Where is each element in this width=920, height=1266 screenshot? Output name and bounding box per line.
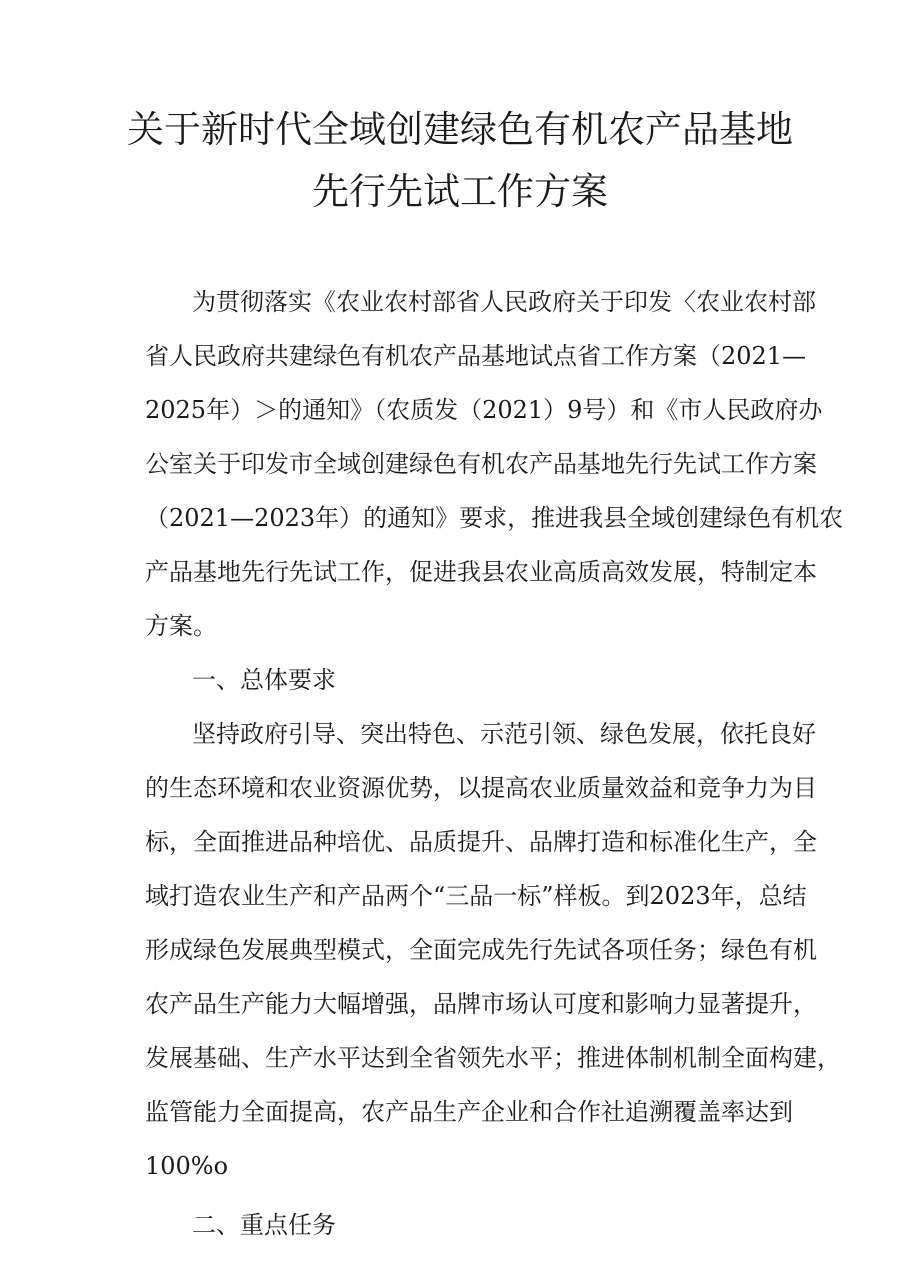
intro-line-6: 产品基地先行先试工作，促进我县农业高质高效发展，特制定本: [145, 558, 817, 586]
intro-line-1: 为贯彻落实《农业农村部省人民政府关于印发〈农业农村部: [192, 288, 816, 316]
intro-line-2: 省人民政府共建绿色有机农产品基地试点省工作方案（2021—: [145, 342, 807, 370]
section1-line-9: 100%o: [145, 1152, 229, 1180]
section1-line-7: 发展基础、生产水平达到全省领先水平；推进体制机制全面构建，: [145, 1044, 841, 1072]
section1-line-1: 坚持政府引导、突出特色、示范引领、绿色发展，依托良好: [192, 720, 816, 748]
section1-line-4: 域打造农业生产和产品两个“三品一标”样板。到2023年，总结: [145, 882, 807, 910]
document-title-line-1: 关于新时代全域创建绿色有机农产品基地: [127, 108, 793, 151]
intro-line-5: （2021—2023年）的通知》要求，推进我县全域创建绿色有机农: [145, 504, 844, 532]
section1-line-5: 形成绿色发展典型模式，全面完成先行先试各项任务；绿色有机: [145, 936, 817, 964]
section-heading-general-requirements: 一、总体要求: [192, 666, 336, 694]
section1-line-3: 标，全面推进品种培优、品质提升、品牌打造和标准化生产，全: [145, 828, 817, 856]
intro-line-3: 2025年）＞的通知》（农质发（2021）9号）和《市人民政府办: [145, 396, 823, 424]
section1-line-2: 的生态环境和农业资源优势，以提高农业质量效益和竞争力为目: [145, 774, 817, 802]
section1-line-6: 农产品生产能力大幅增强，品牌市场认可度和影响力显著提升，: [145, 990, 817, 1018]
document-title-line-2: 先行先试工作方案: [312, 170, 608, 213]
section1-line-8: 监管能力全面提高，农产品生产企业和合作社追溯覆盖率达到: [145, 1098, 793, 1126]
intro-line-4: 公室关于印发市全域创建绿色有机农产品基地先行先试工作方案: [145, 450, 817, 478]
intro-line-7: 方案。: [145, 612, 217, 640]
section-heading-key-tasks: 二、重点任务: [192, 1211, 336, 1239]
